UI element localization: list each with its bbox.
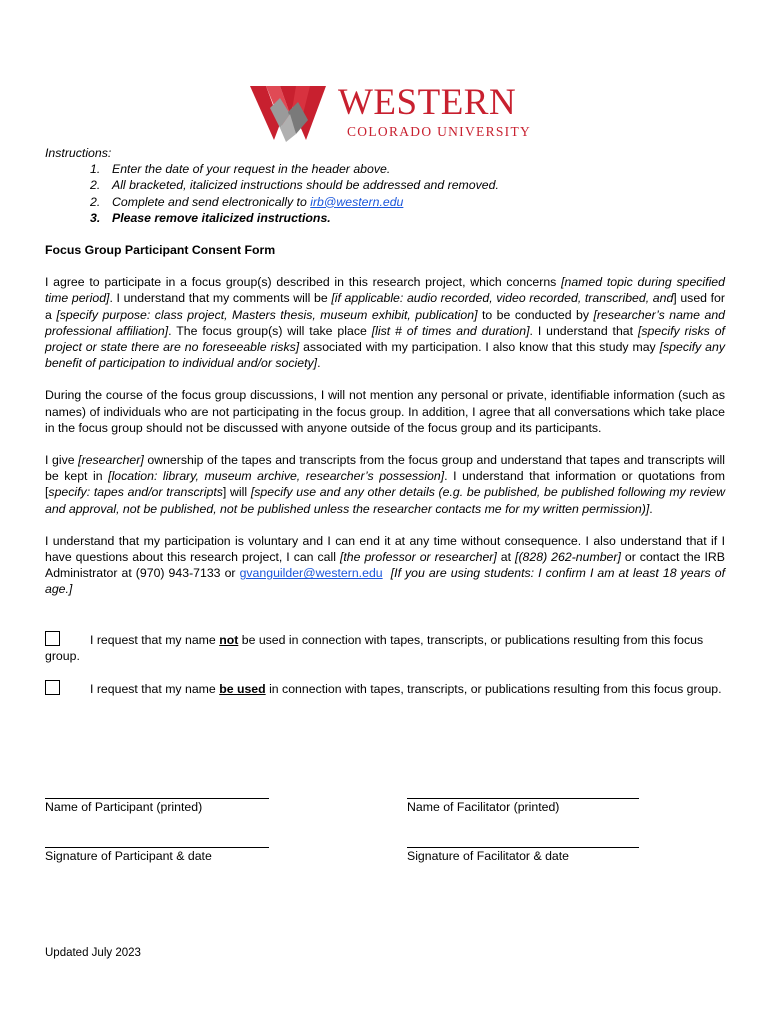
irb-email-link[interactable]: irb@western.edu [310,194,404,209]
consent-paragraph-4: I understand that my participation is voluntary and I can end it at any time without consequence. I also understand that if I have questions about this research project, I can call [the professor or researcher] at [(828) 262-number] or contact the IRB Administrator at (970) 943-7133 or gvanguilder@western.edu [If you are using students: I confirm I am at least 18 years of age.] [45,533,726,597]
participant-signature-label: Signature of Participant & date [45,849,212,863]
name-signature-row [45,798,725,838]
facilitator-name-label: Name of Facilitator (printed) [407,800,560,814]
w-mountain-icon [250,84,330,144]
university-logo [250,82,532,144]
instruction-item: 2. All bracketed, italicized instructions should be addressed and removed. [90,178,499,193]
instruction-item: 2. Complete and send electronically to irb@western.edu [90,194,404,209]
irb-admin-email-link[interactable]: gvanguilder@western.edu [239,566,383,581]
instruction-item: 3. Please remove italicized instructions. [90,210,331,225]
consent-paragraph-3: I give [researcher] ownership of the tapes and transcripts from the focus group and understand that tapes and transcripts will be kept in [location: library, museum archive, researcher’s possession]. I understand that information or quotations from [specify: tapes and/or transcripts] will [specify use and any other details (e.g. be published, be published following my review and approval, not be published, not be published unless the researcher contacts me for my written permission)]. [45,453,725,516]
logo-subtitle: COLORADO UNIVERSITY [347,124,532,139]
signature-date-row [45,847,725,887]
participant-name-label: Name of Participant (printed) [45,800,203,814]
form-title: Focus Group Participant Consent Form [45,243,276,258]
document-body [45,145,725,697]
checkbox-row-used: I request that my name be used in connection with tapes, transcripts, or publications resulting from this focus group. [45,680,725,697]
logo-name: WESTERN [338,82,517,123]
consent-paragraph-1: I agree to participate in a focus group(s) described in this research project, which concerns [named topic during specified time period]. I understand that my comments will be [if applicable: audio recorded, video recorded, transcribed, and] used for a [specify purpose: class project, Masters thesis, museum exhibit, publication] to be conducted by [researcher’s name and professional affiliation]. The focus group(s) will take place [list # of times and duration]. I understand that [specify risks of project or state there are no foreseeable risks] associated with my participation. I also know that this study may [specify any benefit of participation to individual and/or society]. [45,275,725,371]
checkbox-row-not-used: I request that my name not be used in connection with tapes, transcripts, or publications resulting from this focus group. [45,632,704,663]
instruction-item: 1. Enter the date of your request in the header above. [90,162,391,177]
facilitator-signature-label: Signature of Facilitator & date [407,849,569,863]
updated-date: Updated July 2023 [45,947,141,959]
consent-paragraph-2: During the course of the focus group discussions, I will not mention any personal or private, identifiable information (such as names) of individuals who are not participating in the focus group. In addition, I agree that all conversations which take place in the focus group should not be discussed with anyone outside of the focus group and its participants. [45,388,725,435]
instructions-title: Instructions: [45,146,112,160]
name-used-checkbox[interactable] [45,680,60,695]
instructions-list [45,161,725,226]
name-not-used-checkbox[interactable] [45,631,60,646]
